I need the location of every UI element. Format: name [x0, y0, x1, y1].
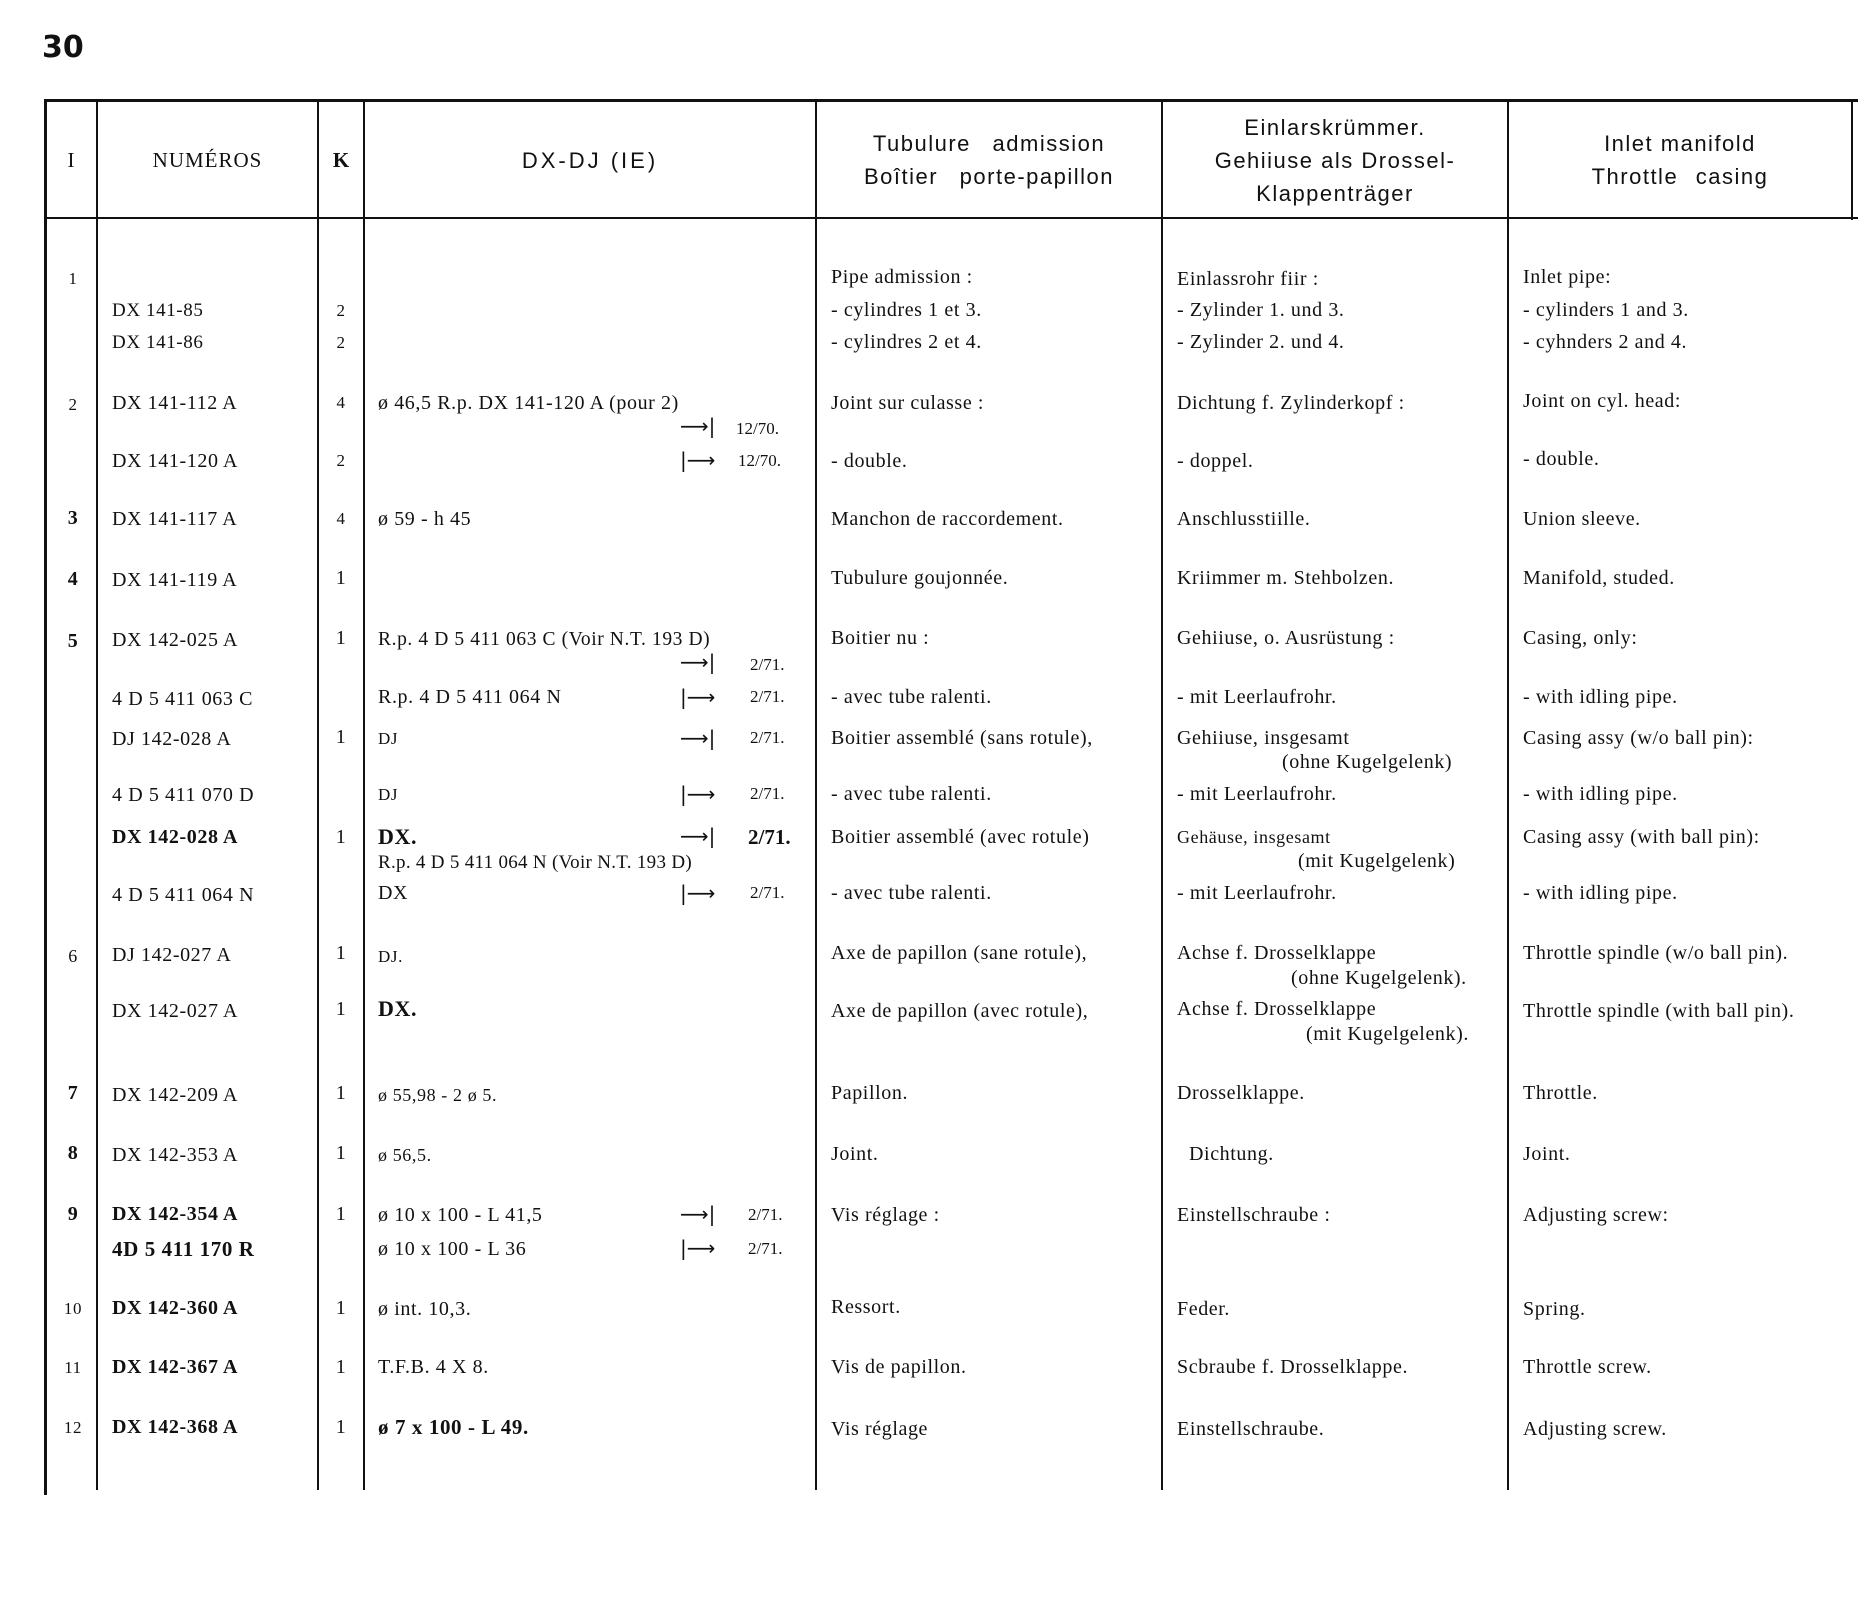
row-1a-en: - cylinders 1 and 3.	[1523, 299, 1689, 321]
row-10-index: 10	[63, 1299, 83, 1318]
row-5d-de-continued: (mit Kugelgelenk)	[1298, 850, 1456, 872]
row-2-index: 2	[68, 395, 78, 414]
row-1a-de: - Zylinder 1. und 3.	[1177, 299, 1345, 321]
row-6-de: Achse f. Drosselklappe	[1177, 942, 1377, 964]
row-7-en: Throttle.	[1523, 1082, 1598, 1104]
row-10-number: DX 142-360 A	[112, 1297, 239, 1319]
row-5-index: 5	[67, 630, 79, 652]
header-col-i-label: I	[67, 147, 75, 172]
row-2-dxdj: ø 46,5 R.p. DX 141-120 A (pour 2)	[378, 392, 679, 414]
row-5c-de: - mit Leerlaufrohr.	[1177, 783, 1337, 805]
row-5c-en: - with idling pipe.	[1523, 783, 1678, 805]
col-divider-right	[1851, 100, 1853, 220]
row-9a-number: 4D 5 411 170 R	[112, 1237, 255, 1261]
row-9-k: 1	[335, 1203, 347, 1225]
row-3-number: DX 141-117 A	[112, 508, 238, 530]
row-5-dxdj: R.p. 4 D 5 411 063 C (Voir N.T. 193 D)	[378, 629, 711, 650]
row-11-de: Scbraube f. Drosselklappe.	[1177, 1356, 1409, 1378]
row-1a-fr: - cylindres 1 et 3.	[831, 299, 982, 321]
arrow-to-bar-icon: ⟶|	[680, 414, 716, 438]
row-1-fr: Pipe admission :	[831, 266, 973, 288]
row-5a-dxdj: R.p. 4 D 5 411 064 N	[378, 686, 562, 708]
row-4-en: Manifold, studed.	[1523, 567, 1675, 589]
row-7-de: Drosselklappe.	[1177, 1082, 1305, 1104]
row-5-de: Gehiiuse, o. Ausrüstung :	[1177, 627, 1395, 649]
row-1-en: Inlet pipe:	[1523, 266, 1612, 288]
row-2-k: 4	[336, 393, 346, 412]
row-5c-fr: - avec tube ralenti.	[831, 783, 992, 805]
row-5-k: 1	[335, 627, 347, 649]
header-german-line-1: Einlarskrümmer.	[1244, 114, 1426, 140]
row-6-k: 1	[335, 942, 347, 964]
bar-from-arrow-icon: |⟶	[680, 685, 716, 709]
row-9-dxdj: ø 10 x 100 - L 41,5	[378, 1204, 543, 1226]
row-11-fr: Vis de papillon.	[831, 1356, 967, 1378]
col-divider-2	[317, 100, 319, 1490]
row-9-de: Einstellschraube :	[1177, 1204, 1331, 1226]
row-11-index: 11	[64, 1358, 82, 1377]
arrow-to-bar-icon: ⟶|	[680, 650, 716, 674]
row-5e-date: 2/71.	[750, 883, 785, 902]
page-number: 30	[42, 30, 84, 65]
row-1-de: Einlassrohr fiir :	[1177, 268, 1319, 290]
header-col-numeros	[98, 102, 317, 218]
row-11-en: Throttle screw.	[1523, 1356, 1652, 1378]
row-8-fr: Joint.	[831, 1143, 879, 1165]
row-2a-number: DX 141-120 A	[112, 450, 239, 472]
row-9-en: Adjusting screw:	[1523, 1204, 1669, 1226]
row-5e-fr: - avec tube ralenti.	[831, 882, 992, 904]
row-3-dxdj: ø 59 - h 45	[378, 508, 472, 530]
row-8-k: 1	[335, 1142, 347, 1164]
row-7-k: 1	[335, 1082, 347, 1104]
row-3-index: 3	[67, 507, 79, 529]
row-10-de: Feder.	[1177, 1298, 1231, 1320]
row-2a-k: 2	[336, 451, 346, 470]
row-5c-date: 2/71.	[750, 784, 785, 803]
row-5a-date: 2/71.	[750, 687, 785, 706]
bar-from-arrow-icon: |⟶	[680, 1236, 716, 1260]
row-5d-date: 2/71.	[748, 825, 791, 849]
row-8-dxdj: ø 56,5.	[378, 1145, 432, 1165]
row-9a-dxdj: ø 10 x 100 - L 36	[378, 1238, 527, 1260]
row-2a-fr: - double.	[831, 450, 908, 472]
row-1b-number: DX 141-86	[112, 332, 204, 353]
row-5b-de-continued: (ohne Kugelgelenk)	[1282, 751, 1453, 773]
row-6a-de: Achse f. Drosselklappe	[1177, 998, 1377, 1020]
header-col-k	[319, 102, 363, 218]
row-7-number: DX 142-209 A	[112, 1084, 239, 1106]
col-divider-1	[96, 100, 98, 1490]
header-english-line-1: Inlet manifold	[1604, 131, 1756, 156]
row-2-de: Dichtung f. Zylinderkopf :	[1177, 392, 1405, 414]
row-5a-en: - with idling pipe.	[1523, 686, 1678, 708]
row-9-number: DX 142-354 A	[112, 1203, 239, 1225]
row-1a-number: DX 141-85	[112, 300, 204, 321]
row-10-dxdj: ø int. 10,3.	[378, 1298, 472, 1320]
col-divider-3	[363, 100, 365, 1490]
bar-from-arrow-icon: |⟶	[680, 881, 716, 905]
row-8-number: DX 142-353 A	[112, 1144, 239, 1166]
row-1b-en: - cyhnders 2 and 4.	[1523, 331, 1688, 353]
row-2-date: 12/70.	[736, 419, 779, 438]
row-5-fr: Boitier nu :	[831, 627, 930, 649]
row-5b-k: 1	[335, 726, 347, 748]
row-8-index: 8	[67, 1142, 79, 1164]
bar-from-arrow-icon: |⟶	[680, 448, 716, 472]
row-5b-number: DJ 142-028 A	[112, 728, 232, 750]
row-5-number: DX 142-025 A	[112, 629, 239, 651]
row-4-k: 1	[335, 567, 347, 589]
row-6a-en: Throttle spindle (with ball pin).	[1523, 1000, 1795, 1022]
header-col-german	[1163, 102, 1507, 218]
row-12-number: DX 142-368 A	[112, 1416, 239, 1438]
row-5b-date: 2/71.	[750, 728, 785, 747]
row-12-index: 12	[63, 1418, 83, 1437]
header-german-line-3: Klappenträger	[1256, 180, 1414, 206]
row-3-k: 4	[336, 509, 346, 528]
row-5e-number: 4 D 5 411 064 N	[112, 884, 255, 906]
row-1b-de: - Zylinder 2. und 4.	[1177, 331, 1345, 353]
row-12-k: 1	[335, 1416, 347, 1438]
col-divider-left	[44, 100, 47, 1495]
row-11-k: 1	[335, 1356, 347, 1378]
row-9a-date: 2/71.	[748, 1239, 783, 1258]
row-6-index: 6	[68, 946, 78, 966]
header-col-k-label: K	[332, 147, 350, 172]
row-3-de: Anschlusstiille.	[1177, 508, 1311, 530]
row-5d-dxdj: DX.	[378, 824, 418, 849]
row-6a-dxdj: DX.	[378, 996, 418, 1021]
row-10-en: Spring.	[1523, 1298, 1586, 1320]
row-12-dxdj: ø 7 x 100 - L 49.	[378, 1415, 529, 1439]
row-7-dxdj: ø 55,98 - 2 ø 5.	[378, 1085, 498, 1105]
row-5d-en: Casing assy (with ball pin):	[1523, 826, 1760, 848]
header-col-dxdj	[365, 102, 815, 218]
row-5-en: Casing, only:	[1523, 627, 1638, 649]
row-5d-dxdj-continued: R.p. 4 D 5 411 064 N (Voir N.T. 193 D)	[378, 852, 692, 873]
row-2-fr: Joint sur culasse :	[831, 392, 985, 414]
arrow-to-bar-icon: ⟶|	[680, 726, 716, 750]
row-2a-en: - double.	[1523, 448, 1600, 470]
row-7-fr: Papillon.	[831, 1082, 909, 1104]
row-9-index: 9	[67, 1203, 79, 1225]
row-5a-fr: - avec tube ralenti.	[831, 686, 992, 708]
row-6-fr: Axe de papillon (sane rotule),	[831, 942, 1088, 964]
row-6-number: DJ 142-027 A	[112, 944, 232, 966]
row-3-en: Union sleeve.	[1523, 508, 1641, 530]
row-2a-date: 12/70.	[738, 451, 781, 470]
row-5e-en: - with idling pipe.	[1523, 882, 1678, 904]
arrow-to-bar-icon: ⟶|	[680, 1202, 716, 1226]
col-divider-5	[1161, 100, 1163, 1490]
row-6a-de-continued: (mit Kugelgelenk).	[1306, 1023, 1469, 1045]
row-2-number: DX 141-112 A	[112, 392, 238, 414]
row-10-fr: Ressort.	[831, 1296, 901, 1318]
row-5c-dxdj: DJ	[378, 785, 399, 804]
row-1-index: 1	[68, 269, 78, 288]
col-divider-6	[1507, 100, 1509, 1490]
arrow-to-bar-icon: ⟶|	[680, 824, 716, 848]
row-12-fr: Vis réglage	[831, 1418, 929, 1440]
row-2-en: Joint on cyl. head:	[1523, 390, 1682, 412]
row-5b-de: Gehiiuse, insgesamt	[1177, 727, 1350, 749]
header-french-line-2: Boîtier porte-papillon	[863, 164, 1114, 189]
row-9-fr: Vis réglage :	[831, 1204, 940, 1226]
row-5b-dxdj: DJ	[378, 729, 399, 748]
row-6-en: Throttle spindle (w/o ball pin).	[1523, 942, 1789, 964]
row-5d-number: DX 142-028 A	[112, 826, 239, 848]
row-9-date: 2/71.	[748, 1205, 783, 1224]
row-1a-k: 2	[336, 301, 346, 320]
header-german-line-2: Gehiiuse als Drossel-	[1214, 147, 1456, 173]
row-4-number: DX 141-119 A	[112, 569, 238, 591]
row-5b-fr: Boitier assemblé (sans rotule),	[831, 727, 1093, 749]
row-6a-k: 1	[335, 998, 347, 1020]
header-english-line-2: Throttle casing	[1591, 164, 1769, 189]
row-12-de: Einstellschraube.	[1177, 1418, 1325, 1440]
row-8-en: Joint.	[1523, 1143, 1571, 1165]
header-col-dxdj-label: DX-DJ (IE)	[521, 147, 659, 173]
header-col-i	[46, 102, 96, 218]
row-7-index: 7	[67, 1082, 79, 1104]
header-col-english	[1509, 102, 1851, 218]
row-5e-dxdj: DX	[378, 882, 409, 904]
row-5b-en: Casing assy (w/o ball pin):	[1523, 727, 1754, 749]
row-6-dxdj: DJ.	[378, 947, 403, 966]
row-1b-k: 2	[336, 333, 346, 352]
row-6a-number: DX 142-027 A	[112, 1000, 239, 1022]
header-col-numeros-label: NUMÉROS	[152, 147, 263, 172]
row-5e-de: - mit Leerlaufrohr.	[1177, 882, 1337, 904]
header-french-line-1: Tubulure admission	[872, 131, 1106, 156]
row-5c-number: 4 D 5 411 070 D	[112, 784, 255, 806]
row-11-dxdj: T.F.B. 4 X 8.	[378, 1356, 489, 1378]
col-divider-4	[815, 100, 817, 1490]
row-5a-de: - mit Leerlaufrohr.	[1177, 686, 1337, 708]
row-4-index: 4	[67, 568, 79, 590]
row-5a-number: 4 D 5 411 063 C	[112, 688, 254, 710]
row-6-de-continued: (ohne Kugelgelenk).	[1291, 967, 1467, 989]
row-4-fr: Tubulure goujonnée.	[831, 567, 1009, 589]
header-col-french	[817, 102, 1161, 218]
row-2a-de: - doppel.	[1177, 450, 1254, 472]
row-12-en: Adjusting screw.	[1523, 1418, 1667, 1440]
bar-from-arrow-icon: |⟶	[680, 782, 716, 806]
row-5d-de: Gehäuse, insgesamt	[1177, 827, 1331, 847]
row-5-date: 2/71.	[750, 655, 785, 674]
row-5d-fr: Boitier assemblé (avec rotule)	[831, 826, 1090, 848]
row-3-fr: Manchon de raccordement.	[831, 508, 1064, 530]
row-8-de: Dichtung.	[1189, 1143, 1274, 1165]
row-10-k: 1	[335, 1297, 347, 1319]
row-11-number: DX 142-367 A	[112, 1356, 239, 1378]
row-6a-fr: Axe de papillon (avec rotule),	[831, 1000, 1089, 1022]
row-4-de: Kriimmer m. Stehbolzen.	[1177, 567, 1395, 589]
row-1b-fr: - cylindres 2 et 4.	[831, 331, 982, 353]
row-5d-k: 1	[335, 826, 347, 848]
